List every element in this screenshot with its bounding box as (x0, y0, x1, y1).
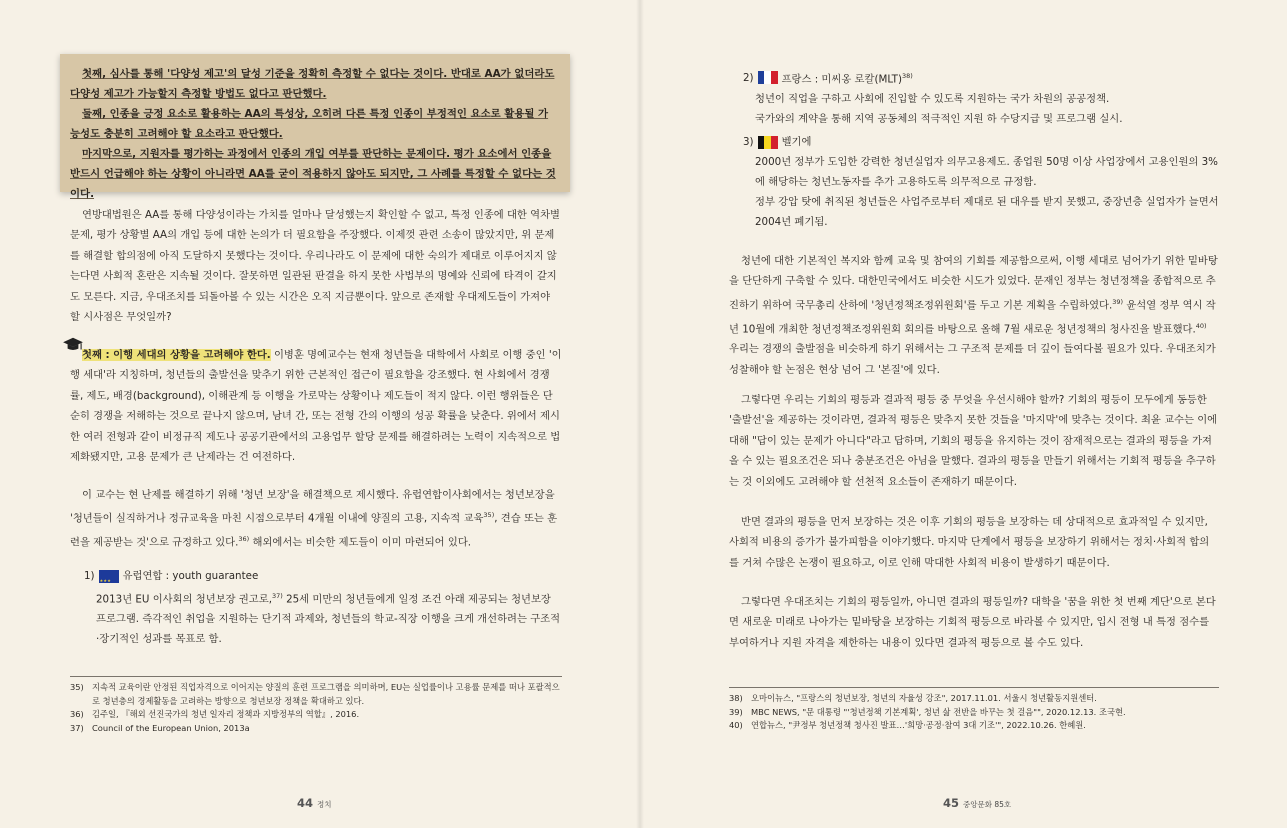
highlighted-heading-1: 첫째 : 이행 세대의 상황을 고려해야 한다. (82, 349, 271, 361)
footnote-ref-40[interactable]: 40) (1195, 321, 1207, 330)
paragraph-result-equality: 반면 결과의 평등을 먼저 보장하는 것은 이후 기회의 평등을 보장하는 데 상대적으로 효과적일 수 있지만, 사회적 비용의 증가가 불가피함을 이야기했다. 마지막 단계에서 평등을 보장하기 위해서는 정치·사회적 합의를 거쳐 수많은 논쟁이 필요하고, 이로 인해 막대한 사회적 비용이 발생하기 때문이다. (729, 516, 1210, 569)
summary-callout-box (60, 54, 570, 200)
para1-text-c: 우리는 경쟁의 출발점을 비슷하게 하기 위해서는 그 구조적 문제를 더 깊이 들여다볼 필요가 있다. 우대조치가 성찰해야 할 논점은 현상 넘어 그 '본질'에 있다. (729, 343, 1216, 376)
footnote-number: 37) (70, 722, 84, 733)
list-description-line: 국가와의 계약을 통해 지역 공동체의 적극적인 지원 하 수당지급 및 프로그램 실시. (755, 113, 1123, 126)
footnote-ref-37[interactable]: 37) (271, 592, 283, 600)
page-number-left (297, 796, 332, 810)
list-item-belgium (743, 132, 1223, 232)
paragraph-youth-policy-korea (729, 251, 1219, 380)
footnote-item (729, 719, 1219, 733)
footnote-ref-35[interactable]: 35) (483, 511, 495, 520)
list-description (84, 586, 562, 649)
fr-title-text: 프랑스 : 미씨옹 로칼(MLT) (781, 73, 902, 86)
footnote-ref-36[interactable]: 36) (238, 535, 250, 544)
list-description: 2000년 정부가 도입한 강력한 청년실업자 의무고용제도. 종업원 50명 이상 사업장에서 고용인원의 3%에 해당하는 청년노동자를 추가 고용하도록 의무적으로 규정함. (755, 156, 1218, 188)
callout-point-3: 마지막으로, 지원자를 평가하는 과정에서 인종의 개입 여부를 판단하는 문제이다. 평가 요소에서 인종을 반드시 언급해야 하는 상황이 아니라면 AA를 굳이 적용하지 않아도 되지만, 그 사례를 특정할 수 없다는 것이다. (70, 148, 556, 200)
paragraph-equality-question: 그렇다면 우리는 기회의 평등과 결과적 평등 중 무엇을 우선시해야 할까? 기회의 평등이 모두에게 동등한 '출발선'을 제공하는 것이라면, 결과적 평등은 맞추지 못한 것들을 '마지막'에 맞추는 것이다. 최윤 교수는 이에 대해 "답이 있는 문제가 아니다"라고 답하며, 기회의 평등을 유지하는 것이 잠재적으로는 결과의 평등을 가져올 수 있는 필요조건은 되나 충분조건은 아님을 말했다. 결과의 평등을 만들기 위해서는 기회적 평등을 추구하는 것 이외에도 고려해야 할 선천적 요소들이 존재하기 때문이다. (729, 394, 1218, 488)
list-number: 3) (743, 136, 754, 148)
para3-text-c: 해외에서는 비슷한 제도들이 이미 마련되어 있다. (249, 536, 472, 549)
france-flag-icon (758, 71, 778, 84)
paragraph-transition-generation (70, 345, 562, 467)
list-item-france (743, 66, 1223, 129)
footnote-number: 35) (70, 682, 84, 692)
footnote-text: 오마이뉴스, "프랑스의 청년보장, 청년의 자율성 강조", 2017.11.01. 서울시 청년활동지원센터. (751, 693, 1097, 703)
list-number: 2) (743, 71, 754, 84)
footnote-number: 39) (729, 706, 743, 717)
footnote-divider (729, 687, 1219, 688)
footnote-item (70, 722, 562, 736)
footnote-ref-38[interactable]: 38) (901, 72, 913, 80)
page-number-right (943, 796, 1011, 810)
footnote-text: 연합뉴스, "尹정부 청년정책 청사진 발표…'희망·공정·참여 3대 기조'", 2022.10.26. 한혜원. (751, 720, 1086, 730)
list-number: 1) (84, 570, 95, 582)
callout-point-2: 둘째, 인종을 긍정 요소로 활용하는 AA의 특성상, 오히려 다른 특정 인종이 부정적인 요소로 활용될 가능성도 충분히 고려해야 할 요소라고 판단했다. (70, 108, 549, 140)
footnote-number: 36) (70, 709, 84, 719)
paragraph-conclusion: 그렇다면 우대조치는 기회의 평등일까, 아니면 결과의 평등일까? 대학을 '꿈을 위한 첫 번째 계단'으로 본다면 새로운 미래로 나아가는 밑바탕을 보장하는 기회적 평등으로 바라볼 수 있지만, 입시 전형 내 특정 점수를 부여하거나 지원 자격을 제한하는 내용이 있다면 결과적 평등으로 볼 수도 있다. (729, 596, 1216, 649)
list-item-eu (84, 566, 562, 649)
eu-desc-a: 2013년 EU 이사회의 청년보장 권고로, (96, 593, 272, 606)
belgium-flag-icon (758, 136, 778, 149)
list-title: 유럽연합 : youth guarantee (122, 570, 259, 582)
list-description-line: 청년이 직업을 구하고 사회에 진입할 수 있도록 지원하는 국가 차원의 공공정책. (755, 93, 1110, 106)
list-title (782, 66, 913, 89)
eu-flag-icon (99, 570, 119, 583)
footnotes-left (70, 681, 562, 735)
footnote-item (70, 681, 562, 708)
left-page (0, 0, 640, 828)
footnote-text: 김주일, 『해외 선진국가의 청년 일자리 정책과 지방정부의 역할』, 2016. (92, 709, 360, 719)
footnote-item (729, 692, 1219, 706)
para3-text-b: , 견습 또는 훈련을 제공받는 것'으로 규정하고 있다. (70, 512, 558, 549)
eu-desc-b: 25세 미만의 청년들에게 일정 조건 아래 제공되는 청년보장 프로그램. 즉각적인 취업을 지원하는 단기적 과제와, 청년들의 학교-직장 이행을 크게 개선하려는 구조적·장기적인 성과를 목표로 함. (96, 593, 561, 646)
section-label: 정치 (317, 800, 332, 809)
footnote-text: 지속적 교육이란 안정된 직업자격으로 이어지는 양질의 훈련 프로그램을 의미하며, EU는 실업률이나 고용률 문제를 떠나 포괄적으로 청년층의 경제활동을 고려하는 방향으로 청년보장 정책을 확대하고 있다. (92, 682, 560, 706)
footnote-number: 40) (729, 720, 743, 730)
para1-text-a: 청년에 대한 기본적인 복지와 함께 교육 및 참여의 기회를 제공함으로써, 이행 세대로 넘어가기 위한 밑바탕을 단단하게 구축할 수 있다. 대한민국에서도 비슷한 시도가 있었다. 문재인 정부는 청년정책을 종합적으로 추진하기 위하여 국무총리 산하에 '청년정책조정위원회'를 두고 기본 계획을 수립하였다. (729, 255, 1218, 312)
paragraph-youth-guarantee (70, 485, 562, 553)
footnote-divider (70, 676, 562, 677)
footnote-number: 38) (729, 693, 743, 703)
footnote-item (70, 708, 562, 722)
para3-text-a: 이 교수는 현 난제를 해결하기 위해 '청년 보장'을 해결책으로 제시했다. 유럽연합이사회에서는 청년보장을 '청년들이 실직하거나 정규교육을 마친 시점으로부터 4개월 이내에 양질의 고용, 지속적 교육 (70, 489, 555, 525)
paragraph-supreme-court: 연방대법원은 AA를 통해 다양성이라는 가치를 얼마나 달성했는지 확인할 수 없고, 특정 인종에 대한 역차별 문제, 평가 상황별 AA의 개입 등에 대한 논의가 더 필요함을 주장했다. 이제껏 관련 소송이 많았지만, 위 문제를 해결할 합의점에 아직 도달하지 못했다는 것이다. 우리나라도 이 문제에 대한 숙의가 제대로 이루어지지 않는다면 사회적 혼란은 지속될 것이다. 잘못하면 일관된 판결을 하지 못한 사법부의 명예와 신뢰에 타격이 갈지도 모른다. 지금, 우대조치를 되돌아볼 수 있는 시간은 오직 지금뿐이다. 앞으로 존재할 우대제도들이 가져야 할 시사점은 무엇일까? (70, 209, 560, 324)
list-title: 벨기에 (781, 136, 812, 148)
footnote-text: Council of the European Union, 2013a (92, 722, 250, 733)
page-number: 45 (943, 796, 960, 810)
footnote-ref-39[interactable]: 39) (1112, 297, 1124, 306)
footnote-item (729, 706, 1219, 720)
right-page (643, 0, 1287, 828)
para1-text-b: 윤석열 정부 역시 작년 10월에 개최한 청년정책조정위원회 회의를 바탕으로 올해 7월 새로운 청년정책의 청사진을 발표했다. (729, 299, 1216, 336)
paragraph-transition-text: 이병훈 명예교수는 현재 청년들을 대학에서 사회로 이행 중인 '이행 세대'라 지칭하며, 청년들의 출발선을 맞추기 위한 근본적인 접근이 필요함을 강조했다. 현 사회에서 경쟁률, 제도, 배경(background), 이해관계 등 이행을 가로막는 상황이나 제도들이 적지 않다. 이런 행위들은 단순히 경쟁을 저해하는 것으로 끝나지 않으며, 남녀 간, 또는 전형 간의 이행의 성공 확률을 낮춘다. 위에서 제시한 여러 전형과 같이 비정규직 제도나 공공기관에서의 고용업무 할당 문제를 해결하려는 노력이 지속적으로 법제화됐지만, 고용 문제가 큰 난제라는 건 여전하다. (70, 349, 562, 464)
list-description: 정부 강압 탓에 취직된 청년들은 사업주로부터 제대로 된 대우를 받지 못했고, 중장년층 실업자가 늘면서 2004년 폐기됨. (755, 196, 1219, 228)
callout-point-1: 첫째, 심사를 통해 '다양성 제고'의 달성 기준을 정확히 측정할 수 없다는 것이다. 반대로 AA가 없더라도 다양성 제고가 가능할지 측정할 방법도 없다고 판단했다. (70, 68, 555, 100)
footnote-text: MBC NEWS, "문 대통령 "'청년정책 기본계획', 청년 삶 전반을 바꾸는 첫 걸음"", 2020.12.13. 조국현. (751, 706, 1126, 717)
section-label: 중앙문화 85호 (963, 800, 1012, 809)
page-number: 44 (297, 796, 314, 810)
footnotes-right (729, 692, 1219, 733)
